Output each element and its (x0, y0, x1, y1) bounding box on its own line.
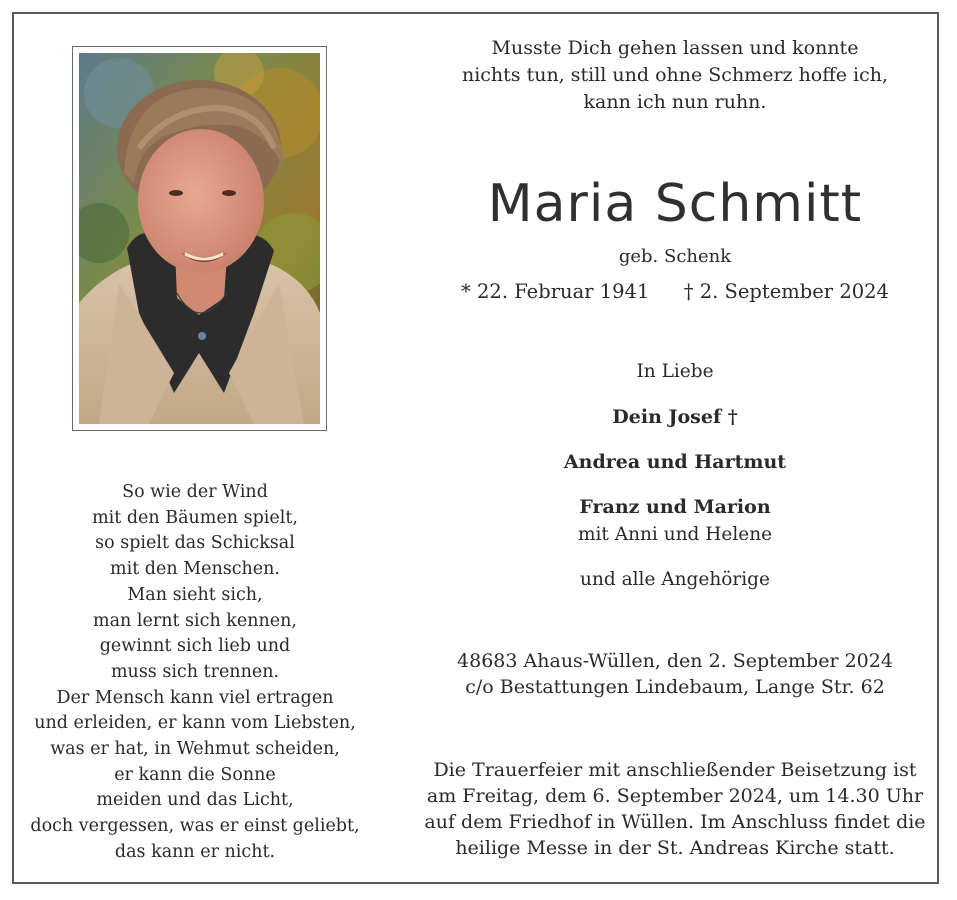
funeral-line: heilige Messe in der St. Andreas Kirche statt. (455, 837, 895, 859)
funeral-line: Die Trauerfeier mit anschließender Beisetzung ist (433, 759, 917, 781)
poem-line: und erleiden, er kann vom Liebsten, (34, 713, 356, 734)
poem-line: Der Mensch kann viel ertragen (56, 687, 334, 708)
poem-line: So wie der Wind (122, 482, 268, 502)
portrait-frame (72, 46, 327, 431)
mourners-intro: In Liebe (636, 361, 714, 382)
poem-line: das kann er nicht. (114, 841, 276, 862)
birth-name: geb. Schenk (618, 246, 732, 267)
poem-line: er kann die Sonne (114, 764, 276, 785)
death-symbol: † (683, 280, 694, 303)
life-dates (400, 278, 950, 306)
funeral-info (400, 757, 950, 861)
address-line: c/o Bestattungen Lindebaum, Lange Str. 62 (465, 676, 885, 698)
death-date: 2. September 2024 (699, 280, 889, 303)
mourners-others: und alle Angehörige (580, 569, 770, 590)
poem-line: meiden und das Licht, (96, 790, 294, 811)
poem-line: mit den Bäumen spielt, (92, 507, 298, 528)
deceased-name: Maria Schmitt (487, 174, 863, 234)
poem-line: was er hat, in Wehmut scheiden, (50, 739, 340, 760)
funeral-line: auf dem Friedhof in Wüllen. Im Anschluss findet die (424, 811, 926, 833)
poem-line: doch vergessen, was er einst geliebt, (30, 816, 360, 837)
mourner-family-2: Franz und Marion (579, 496, 771, 518)
mourner-spouse: Dein Josef † (612, 406, 738, 428)
poem-line: man lernt sich kennen, (93, 610, 297, 631)
birth-date: 22. Februar 1941 (477, 280, 650, 303)
portrait-photo (79, 53, 320, 424)
poem-line: muss sich trennen. (110, 661, 280, 682)
motto-line: kann ich nun ruhn. (583, 91, 767, 113)
birth-symbol: * (461, 280, 471, 303)
poem-line: mit den Menschen. (110, 559, 280, 580)
poem-line: gewinnt sich lieb und (99, 636, 291, 657)
funeral-line: am Freitag, dem 6. September 2024, um 14.30 Uhr (426, 785, 924, 807)
poem-line: Man sieht sich, (127, 584, 263, 605)
mourner-family-2-children: mit Anni und Helene (577, 524, 773, 545)
address-line: 48683 Ahaus-Wüllen, den 2. September 2024 (457, 650, 893, 672)
address (400, 648, 950, 700)
poem-line: so spielt das Schicksal (95, 533, 295, 554)
poem (20, 480, 370, 866)
motto (400, 35, 950, 116)
motto-line: nichts tun, still und ohne Schmerz hoffe ich, (461, 64, 889, 86)
mourner-family-1: Andrea und Hartmut (563, 451, 787, 473)
motto-line: Musste Dich gehen lassen und konnte (491, 37, 859, 59)
